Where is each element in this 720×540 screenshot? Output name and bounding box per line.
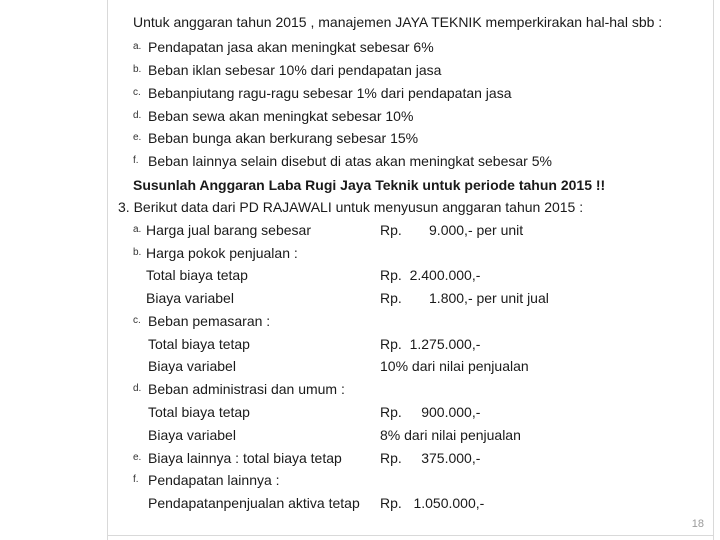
list-item: Bebanpiutang ragu-ragu sebesar 1% dari pendapatan jasa [148, 85, 512, 101]
slide-border-right [713, 0, 714, 540]
list-marker: f. [133, 474, 139, 485]
slide-border-bottom [107, 535, 714, 536]
list-item: Beban iklan sebesar 10% dari pendapatan jasa [148, 62, 442, 78]
task-text: Susunlah Anggaran Laba Rugi Jaya Teknik untuk periode tahun 2015 !! [133, 177, 606, 193]
list-marker: e. [133, 132, 142, 143]
item-value: Rp. 900.000,- [380, 404, 481, 420]
slide-border-left [107, 0, 108, 540]
item-label: Harga jual barang sebesar [146, 222, 311, 238]
item-value: Rp. 375.000,- [380, 450, 481, 466]
list-item: Beban bunga akan berkurang sebesar 15% [148, 130, 419, 146]
item-value: Rp. 1.800,- per unit jual [380, 290, 549, 306]
item-label: Biaya variabel [146, 290, 234, 306]
item-value: Rp. 1.050.000,- [380, 495, 485, 511]
item-label: Total biaya tetap [148, 336, 250, 352]
list-marker: e. [133, 452, 142, 463]
list-marker: b. [133, 247, 142, 258]
item-label: Pendapatan lainnya : [148, 472, 280, 488]
list-item: Pendapatan jasa akan meningkat sebesar 6% [148, 39, 434, 55]
list-item: Beban sewa akan meningkat sebesar 10% [148, 108, 414, 124]
list-marker: c. [133, 87, 141, 98]
item-label: Biaya variabel [148, 427, 236, 443]
item-label: Beban pemasaran : [148, 313, 271, 329]
item-label: Biaya variabel [148, 358, 236, 374]
list-marker: a. [133, 41, 142, 52]
item-label: Biaya lainnya : total biaya tetap [148, 450, 342, 466]
item-label: Beban administrasi dan umum : [148, 381, 345, 397]
item-value: Rp. 1.275.000,- [380, 336, 481, 352]
item-value: Rp. 2.400.000,- [380, 267, 481, 283]
item-label: Harga pokok penjualan : [146, 245, 298, 261]
item-value: 10% dari nilai penjualan [380, 358, 529, 374]
list-marker: d. [133, 110, 142, 121]
list-marker: d. [133, 383, 142, 394]
item-label: Pendapatanpenjualan aktiva tetap [148, 495, 360, 511]
item-label: Total biaya tetap [146, 267, 248, 283]
list-marker: c. [133, 315, 141, 326]
item-value: 8% dari nilai penjualan [380, 427, 521, 443]
item-label: Total biaya tetap [148, 404, 250, 420]
item-value: Rp. 9.000,- per unit [380, 222, 524, 238]
list-marker: a. [133, 224, 142, 235]
list-item: Beban lainnya selain disebut di atas akan meningkat sebesar 5% [148, 153, 552, 169]
intro-text: Untuk anggaran tahun 2015 , manajemen JAYA TEKNIK memperkirakan hal-hal sbb : [133, 14, 663, 30]
list-marker: f. [133, 155, 139, 166]
page-number: 18 [691, 518, 704, 530]
section3-title: 3. Berikut data dari PD RAJAWALI untuk menyusun anggaran tahun 2015 : [118, 199, 584, 215]
list-marker: b. [133, 64, 142, 75]
